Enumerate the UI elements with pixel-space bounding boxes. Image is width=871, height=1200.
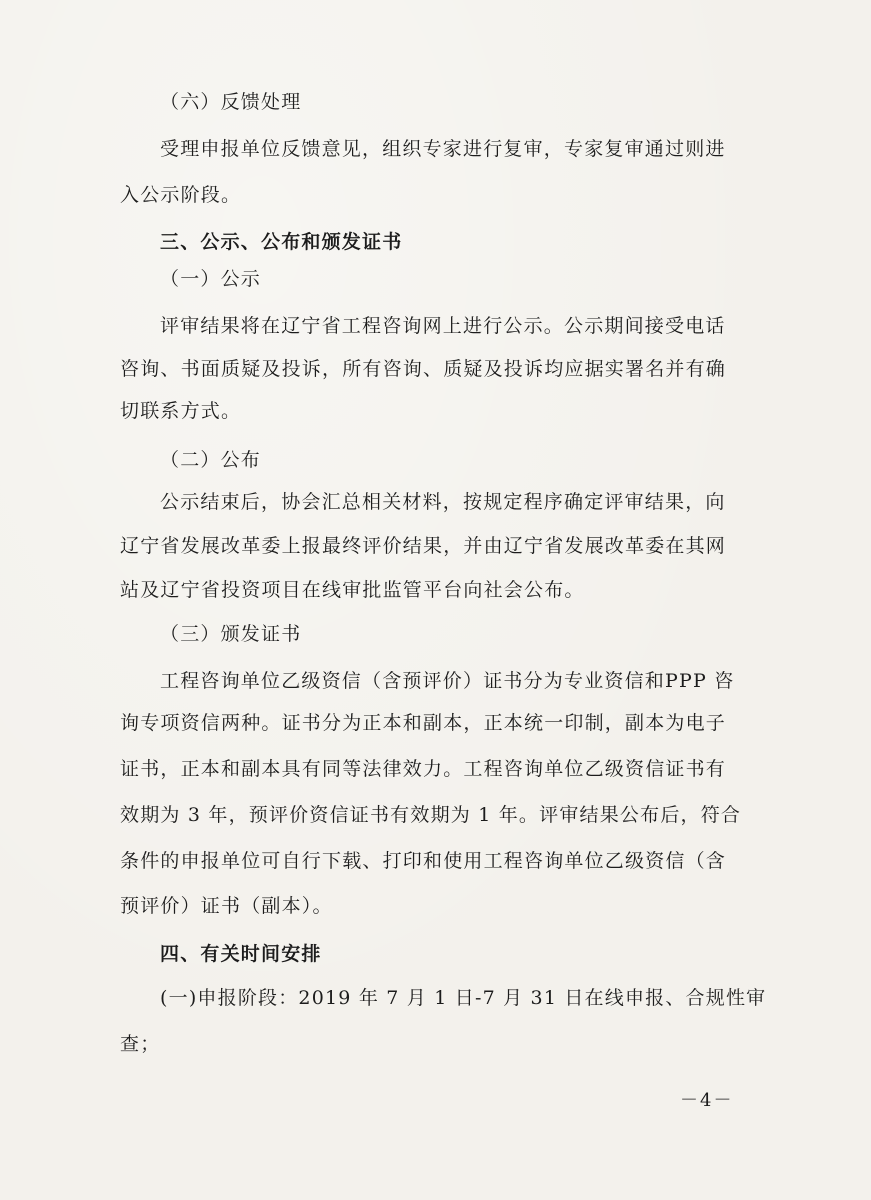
subsection-heading-certificate: （三）颁发证书 bbox=[160, 623, 302, 645]
paragraph-line: 受理申报单位反馈意见，组织专家进行复审，专家复审通过则进 bbox=[160, 138, 726, 160]
paragraph-line: 切联系方式。 bbox=[120, 400, 242, 422]
paragraph-line: 查； bbox=[120, 1033, 161, 1055]
subsection-heading-publicity: （一）公示 bbox=[160, 268, 262, 290]
paragraph-line: 工程咨询单位乙级资信（含预评价）证书分为专业资信和PPP 咨 bbox=[160, 670, 735, 692]
section-heading-schedule: 四、有关时间安排 bbox=[160, 943, 322, 965]
paragraph-line: 证书，正本和副本具有同等法律效力。工程咨询单位乙级资信证书有 bbox=[120, 758, 727, 780]
paragraph-line: 辽宁省发展改革委上报最终评价结果，并由辽宁省发展改革委在其网 bbox=[120, 535, 727, 557]
paragraph-line: 条件的申报单位可自行下载、打印和使用工程咨询单位乙级资信（含 bbox=[120, 850, 727, 872]
section-heading-publicity: 三、公示、公布和颁发证书 bbox=[160, 231, 403, 253]
paragraph-line: 预评价）证书（副本）。 bbox=[120, 895, 333, 917]
paragraph-line: 询专项资信两种。证书分为正本和副本，正本统一印制，副本为电子 bbox=[120, 712, 727, 734]
paragraph-line: 评审结果将在辽宁省工程咨询网上进行公示。公示期间接受电话 bbox=[160, 315, 726, 337]
paragraph-line: 咨询、书面质疑及投诉，所有咨询、质疑及投诉均应据实署名并有确 bbox=[120, 358, 727, 380]
paragraph-line: 公示结束后，协会汇总相关材料，按规定程序确定评审结果，向 bbox=[160, 491, 726, 513]
paragraph-line: 站及辽宁省投资项目在线审批监管平台向社会公布。 bbox=[120, 579, 585, 601]
paragraph-line: (一)申报阶段：2019 年 7 月 1 日-7 月 31 日在线申报、合规性审 bbox=[160, 987, 767, 1009]
page-number: －4－ bbox=[680, 1090, 734, 1111]
subsection-heading-feedback: （六）反馈处理 bbox=[160, 91, 302, 113]
paragraph-line: 效期为 3 年，预评价资信证书有效期为 1 年。评审结果公布后，符合 bbox=[120, 804, 742, 826]
subsection-heading-announcement: （二）公布 bbox=[160, 449, 262, 471]
paragraph-line: 入公示阶段。 bbox=[120, 184, 242, 206]
